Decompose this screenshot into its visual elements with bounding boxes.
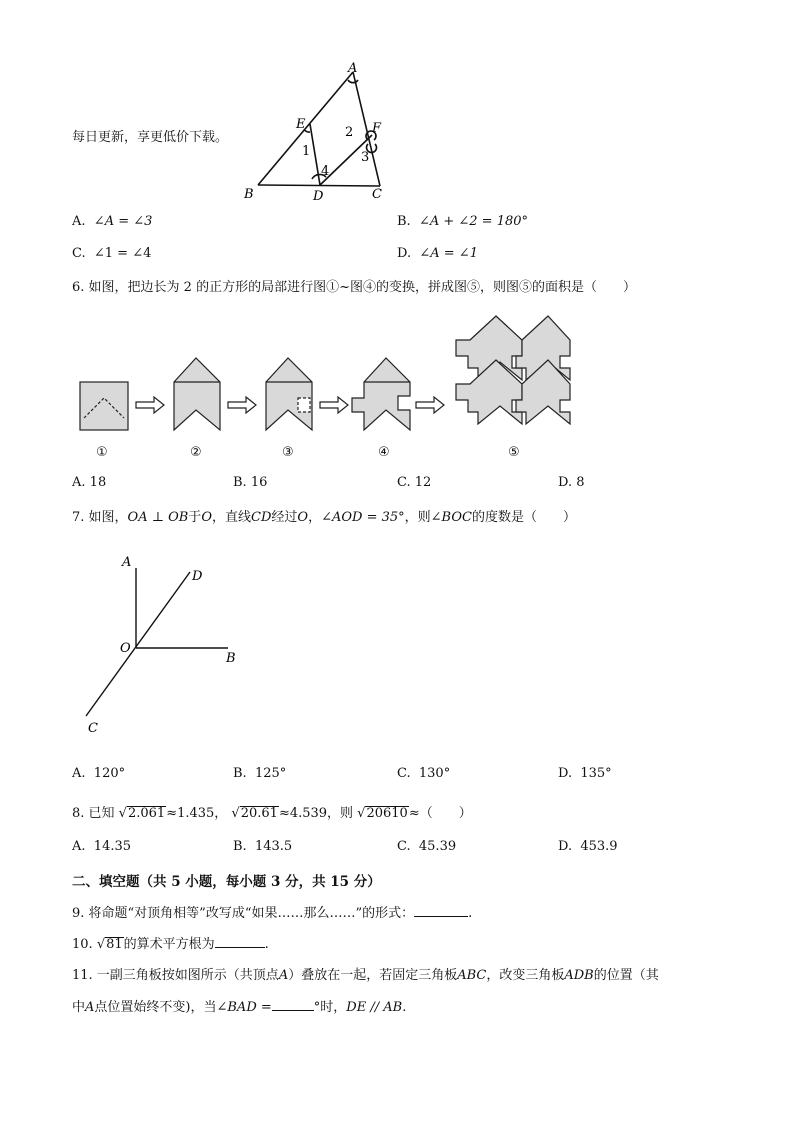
q7-option-b[interactable]: B. 125° [233, 766, 287, 781]
q5-option-d[interactable]: D. ∠A = ∠1 [397, 246, 478, 261]
fig4-shape [352, 358, 410, 430]
q8-option-c[interactable]: C. 45.39 [397, 839, 457, 854]
q6-option-b[interactable]: B. 16 [233, 475, 268, 490]
q6-option-c[interactable]: C. 12 [397, 475, 432, 490]
label-2: 2 [345, 125, 354, 140]
arrow-2 [228, 397, 256, 413]
label-A: A [122, 555, 132, 570]
q9-stem: 9. 将命题“对顶角相等”改写成“如果……那么……”的形式： . [72, 906, 473, 921]
fig5-label: ⑤ [508, 445, 520, 460]
fig1-square [80, 382, 128, 430]
fig3-shape [266, 358, 312, 430]
fig3-dashed-notch [298, 398, 310, 412]
q11-line-2: 中A点位置始终不变)，当∠BAD = °时，DE // AB. [72, 1000, 407, 1015]
q11-answer-blank[interactable] [272, 998, 314, 1011]
q8-option-a[interactable]: A. 14.35 [72, 839, 132, 854]
label-A: A [348, 61, 358, 76]
q10-stem: 10. √81的算术平方根为 . [72, 937, 269, 952]
label-E: E [296, 117, 306, 132]
q5-option-c[interactable]: C. ∠1 = ∠4 [72, 246, 152, 261]
fig2-shape [174, 358, 220, 430]
fig4-label: ④ [378, 445, 390, 460]
q6-stem: 6. 如图，把边长为 2 的正方形的局部进行图①~图④的变换，拼成图⑤，则图⑤的面积是（ ） [72, 280, 636, 295]
label-4: 4 [321, 164, 330, 179]
q6-option-d[interactable]: D. 8 [558, 475, 585, 490]
q9-answer-blank[interactable] [414, 904, 468, 917]
q5-option-a[interactable]: A. ∠A = ∠3 [72, 214, 153, 229]
q7-option-a[interactable]: A. 120° [72, 766, 126, 781]
watermark-text: 每日更新，享更低价下载。 [72, 130, 229, 145]
q7-stem: 7. 如图，OA ⊥ OB于O，直线CD经过O，∠AOD = 35°，则∠BOC的度数是（ ） [72, 510, 576, 525]
fig1-label: ① [96, 445, 108, 460]
label-D: D [192, 569, 203, 584]
sqrt-81: 81 [106, 937, 123, 952]
label-O: O [120, 641, 131, 656]
q5-option-b[interactable]: B. ∠A + ∠2 = 180° [397, 214, 529, 229]
q8-option-d[interactable]: D. 453.9 [558, 839, 618, 854]
label-C: C [88, 721, 98, 736]
q7-angle-figure [80, 548, 250, 738]
label-C: C [372, 187, 382, 202]
arrow-1 [136, 397, 164, 413]
label-F: F [372, 121, 382, 136]
line-BC [258, 185, 380, 186]
q6-transform-figure [70, 310, 580, 470]
q7-option-d[interactable]: D. 135° [558, 766, 612, 781]
section-2-heading: 二、填空题（共 5 小题，每小题 3 分，共 15 分） [72, 874, 381, 890]
label-B: B [244, 187, 254, 202]
q8-option-b[interactable]: B. 143.5 [233, 839, 293, 854]
sqrt-1: 2.061 [127, 806, 166, 821]
line-CD [86, 572, 190, 716]
label-B: B [226, 651, 236, 666]
label-3: 3 [361, 150, 370, 165]
label-1: 1 [302, 144, 311, 159]
q11-line-1: 11. 一副三角板按如图所示（共顶点A）叠放在一起，若固定三角板ABC，改变三角板ADB的位置（其 [72, 968, 659, 983]
sqrt-3: 20610 [366, 806, 408, 821]
q5-triangle-figure [240, 60, 400, 205]
q10-answer-blank[interactable] [215, 935, 265, 948]
arrow-3 [320, 397, 348, 413]
sqrt-2: 20.61 [240, 806, 278, 821]
q6-option-a[interactable]: A. 18 [72, 475, 107, 490]
label-D: D [313, 189, 324, 204]
arrow-4 [416, 397, 444, 413]
fig2-label: ② [190, 445, 202, 460]
q7-option-c[interactable]: C. 130° [397, 766, 451, 781]
fig3-label: ③ [282, 445, 294, 460]
q8-stem: 8. 已知 √2.061≈1.435， √20.61≈4.539，则 √20610≈（ ） [72, 806, 472, 821]
angle-A-arc [348, 80, 358, 83]
